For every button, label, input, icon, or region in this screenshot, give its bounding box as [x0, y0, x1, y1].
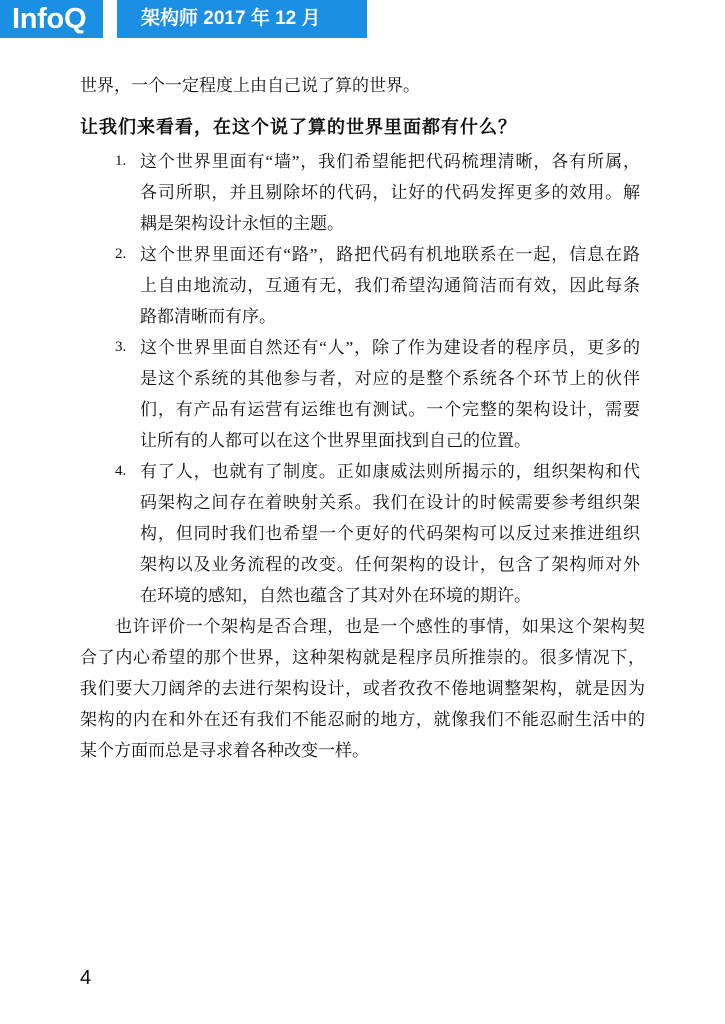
list-item-text	[140, 239, 640, 332]
list-line: 路都清晰而有序。	[140, 307, 276, 326]
numbered-list	[80, 146, 645, 611]
list-item-text	[140, 332, 640, 456]
issue-banner	[117, 0, 367, 38]
paragraph-line: 某个方面而总是寻求着各种改变一样。	[80, 741, 369, 760]
closing-paragraph	[80, 611, 645, 766]
list-line: 上自由地流动，互通有无，我们希望沟通简洁而有效，因此每条	[140, 276, 640, 295]
list-line: 让所有的人都可以在这个世界里面找到自己的位置。	[140, 431, 531, 450]
list-number: 1.	[115, 153, 127, 169]
paragraph-line: 我们要大刀阔斧的去进行架构设计，或者孜孜不倦地调整架构，就是因为	[80, 679, 645, 698]
list-line: 有了人，也就有了制度。正如康威法则所揭示的，组织架构和代	[140, 462, 640, 481]
list-item-3	[115, 332, 645, 456]
list-number: 4.	[115, 463, 127, 479]
list-line: 们，有产品有运营有运维也有测试。一个完整的架构设计，需要	[140, 400, 640, 419]
infoq-logo: InfoQ	[12, 3, 87, 35]
list-line: 是这个系统的其他参与者，对应的是整个系统各个环节上的伙伴	[140, 369, 640, 388]
article-body	[80, 70, 645, 766]
paragraph-line: 架构的内在和外在还有我们不能忍耐的地方，就像我们不能忍耐生活中的	[80, 710, 645, 729]
list-item-4	[115, 456, 645, 611]
list-number: 2.	[115, 246, 127, 262]
list-line: 这个世界里面还有“路”，路把代码有机地联系在一起，信息在路	[140, 245, 640, 264]
list-line: 架构以及业务流程的改变。任何架构的设计，包含了架构师对外	[140, 555, 640, 574]
paragraph-line: 合了内心希望的那个世界，这种架构就是程序员所推崇的。很多情况下，	[80, 648, 645, 667]
infoq-logo-badge	[0, 0, 103, 38]
list-number: 3.	[115, 339, 127, 355]
list-item-text	[140, 146, 640, 239]
list-item-2	[115, 239, 645, 332]
list-line: 耦是架构设计永恒的主题。	[140, 214, 344, 233]
issue-label: 架构师 2017 年 12 月	[141, 8, 321, 29]
list-line: 各司所职，并且剔除坏的代码，让好的代码发挥更多的效用。解	[140, 183, 640, 202]
paragraph-line: 也许评价一个架构是否合理，也是一个感性的事情，如果这个架构契	[115, 617, 645, 636]
list-line: 这个世界里面有“墙”，我们希望能把代码梳理清晰，各有所属，	[140, 152, 640, 171]
section-heading: 让我们来看看，在这个说了算的世界里面都有什么？	[80, 117, 517, 137]
list-item-1	[115, 146, 645, 239]
list-line: 在环境的感知，自然也蕴含了其对外在环境的期许。	[140, 586, 531, 605]
list-line: 构，但同时我们也希望一个更好的代码架构可以反过来推进组织	[140, 524, 640, 543]
list-line: 这个世界里面自然还有“人”，除了作为建设者的程序员，更多的	[140, 338, 640, 357]
list-item-text	[140, 456, 640, 611]
page-number: 4	[80, 967, 92, 989]
intro-line: 世界，一个一定程度上由自己说了算的世界。	[80, 76, 420, 95]
list-line: 码架构之间存在着映射关系。我们在设计的时候需要参考组织架	[140, 493, 640, 512]
